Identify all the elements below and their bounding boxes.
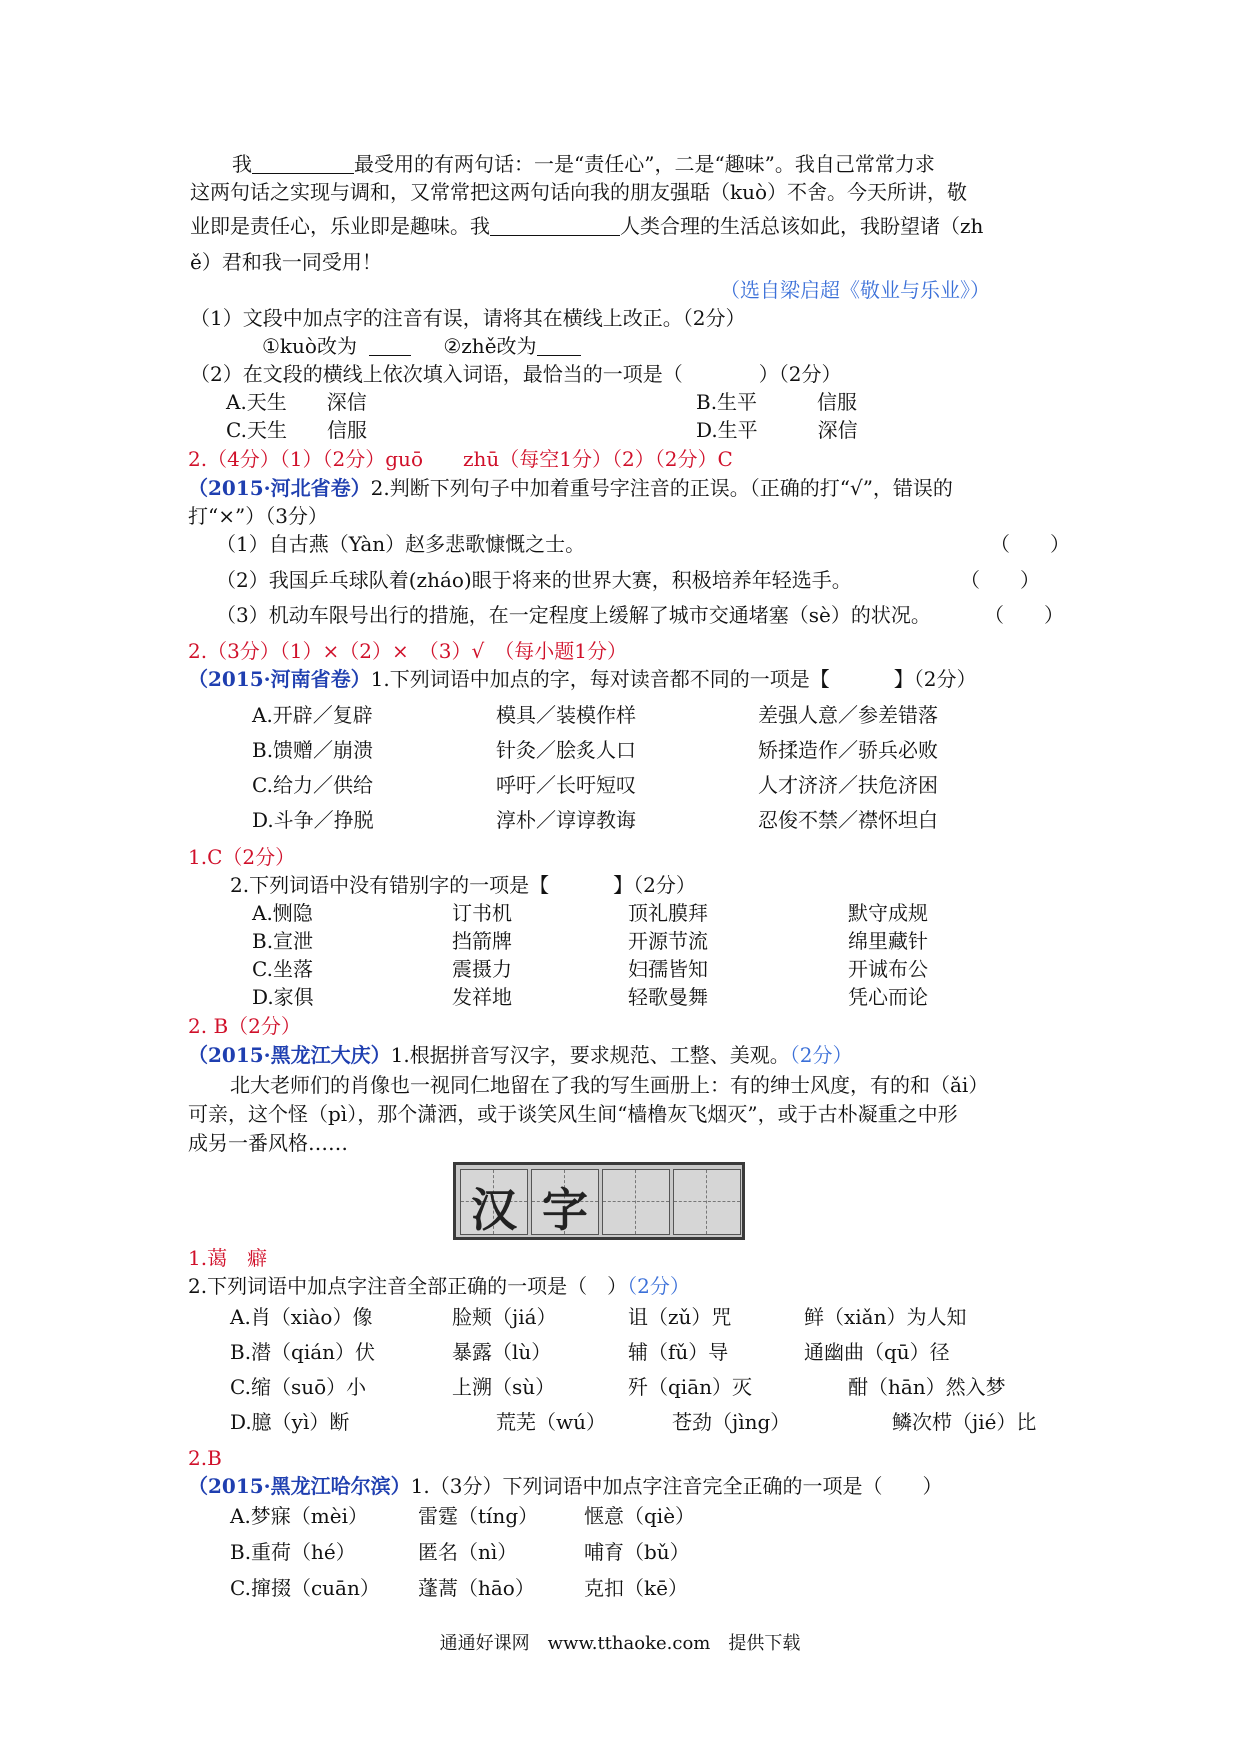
daqing-question-stem (188, 1041, 852, 1069)
page-footer: 通通好课网 www.tthaoke.com 提供下载 (439, 1633, 801, 1654)
answer-blank (537, 335, 581, 356)
harbin-option-a-3: 惬意（qiè） (584, 1504, 696, 1528)
stem-text: 】（2分） (893, 667, 977, 691)
question-2-stem (190, 360, 841, 388)
henan-q2-b-1: B.宣泄 (252, 929, 314, 953)
henan-option-b-col1: B.馈赠／崩溃 (252, 738, 374, 762)
daqing-q2-a-1: A.肖（xiào）像 (230, 1305, 373, 1329)
daqing-q2-d-2: 荒芜（wú） (496, 1410, 606, 1434)
answer-key: 2.B (188, 1446, 222, 1470)
harbin-question-stem (188, 1472, 942, 1500)
daqing-q2-b-4: 通幽曲（qū）径 (804, 1340, 950, 1364)
daqing-question-2-stem (188, 1272, 690, 1300)
daqing-q2-b-3: 辅（fǔ）导 (628, 1340, 729, 1364)
henan-question-stem (188, 665, 976, 693)
grid-cell (602, 1169, 670, 1235)
stem-text: 1.下列词语中加点的字，每对读音都不同的一项是【 (370, 667, 830, 691)
hebei-question-stem (188, 474, 953, 502)
answer-paren: （ ） (960, 568, 1040, 592)
answer-key: 2.（4分）（1）（2分）guō zhū（每空1分）（2）（2分）C (188, 447, 733, 471)
answer-blank (369, 335, 411, 356)
daqing-q2-d-3: 苍劲（jìng） (672, 1410, 791, 1434)
daqing-q2-a-2: 脸颊（jiá） (452, 1305, 557, 1329)
daqing-q2-a-3: 诅（zǔ）咒 (628, 1305, 732, 1329)
henan-q2-c-3: 妇孺皆知 (628, 957, 708, 981)
exam-source-tag: （2015·黑龙江哈尔滨） (188, 1474, 411, 1498)
harbin-option-b-3: 哺育（bǔ） (584, 1540, 690, 1564)
answer-key: 2. B（2分） (188, 1014, 301, 1038)
henan-q2-a-3: 顶礼膜拜 (628, 901, 708, 925)
henan-q2-c-2: 震摄力 (452, 957, 512, 981)
stem-text: ）（2分） (758, 362, 842, 386)
stem-text: 】（2分） (613, 873, 696, 897)
henan-q2-c-4: 开诚布公 (848, 957, 928, 981)
stem-text: 1.（3分）下列词语中加点字注音完全正确的一项是（ ） (410, 1474, 943, 1498)
daqing-q2-b-1: B.潜（qián）伏 (230, 1340, 376, 1364)
stem-text: 2.下列词语中没有错别字的一项是【 (230, 873, 550, 897)
grid-cell (460, 1169, 528, 1235)
daqing-q2-c-3: 歼（qiān）灭 (628, 1375, 753, 1399)
stem-text: 1.根据拼音写汉字，要求规范、工整、美观。 (390, 1043, 790, 1067)
exam-source-tag: （2015·河南省卷） (188, 667, 371, 691)
grid-cell (673, 1169, 741, 1235)
hanzi-writing-grid (453, 1162, 745, 1240)
answer-paren: （ ） (984, 603, 1064, 627)
answer-key: 1.蔼 癖 (188, 1246, 268, 1270)
daqing-q2-c-2: 上溯（sù） (452, 1375, 556, 1399)
henan-option-a-col2: 模具／装模作样 (496, 703, 636, 727)
henan-q2-b-4: 绵里藏针 (848, 929, 928, 953)
grid-character: 汉 (471, 1183, 517, 1237)
score-text: （2分） (627, 1274, 690, 1298)
daqing-q2-a-4: 鲜（xiǎn）为人知 (804, 1305, 967, 1329)
hebei-question-stem-2: 打“×”）（3分） (188, 504, 328, 528)
henan-option-a-col3: 差强人意／参差错落 (758, 703, 938, 727)
harbin-option-c-3: 克扣（kē） (584, 1576, 688, 1600)
henan-question-2-stem (230, 871, 696, 899)
henan-option-a-col1: A.开辟／复辟 (252, 703, 373, 727)
exam-source-tag: （2015·河北省卷） (188, 476, 371, 500)
harbin-option-b-2: 匿名（nì） (418, 1540, 518, 1564)
henan-q2-d-2: 发祥地 (452, 985, 512, 1009)
henan-q2-b-3: 开源节流 (628, 929, 708, 953)
question-1-answers (262, 332, 581, 360)
henan-q2-a-1: A.恻隐 (252, 901, 313, 925)
hebei-sentence-2: （2）我国乒乓球队着(zháo)眼于将来的世界大赛，积极培养年轻选手。 (216, 568, 852, 592)
passage-line-1 (232, 150, 935, 178)
passage-line-3 (190, 212, 983, 240)
henan-option-d-col1: D.斗争／挣脱 (252, 808, 374, 832)
henan-q2-c-1: C.坐落 (252, 957, 313, 981)
harbin-option-c-1: C.撺掇（cuān） (230, 1576, 380, 1600)
stem-text: 2.下列词语中加点字注音全部正确的一项是（ ） (188, 1274, 628, 1298)
grid-cell (531, 1169, 599, 1235)
answer-label: ②zhě改为 (443, 334, 537, 358)
option-c: C.天生 信服 (226, 418, 367, 442)
daqing-passage-2: 可亲，这个怪（pì），那个潇洒，或于谈笑风生间“樯橹灰飞烟灭”，或于古朴凝重之中形 (188, 1102, 958, 1126)
henan-option-d-col2: 淳朴／谆谆教诲 (496, 808, 636, 832)
henan-option-c-col3: 人才济济／扶危济困 (758, 773, 938, 797)
passage-line-4: ě）君和我一同受用！ (190, 250, 382, 274)
henan-option-b-col2: 针灸／脍炙人口 (496, 738, 636, 762)
answer-label: ①kuò改为 (262, 334, 357, 358)
stem-text: （2）在文段的横线上依次填入词语，最恰当的一项是（ (190, 362, 683, 386)
daqing-passage-1: 北大老师们的肖像也一视同仁地留在了我的写生画册上：有的绅士风度，有的和（ǎi） (230, 1073, 989, 1097)
daqing-q2-b-2: 暴露（lù） (452, 1340, 552, 1364)
harbin-option-a-1: A.梦寐（mèi） (230, 1504, 368, 1528)
passage-source: （选自梁启超《敬业与乐业》） (720, 278, 990, 302)
passage-text: 我 (232, 152, 252, 176)
passage-text: 业即是责任心，乐业即是趣味。我 (190, 214, 490, 238)
passage-text: 人类合理的生活总该如此，我盼望诸（zh (620, 214, 984, 238)
option-d: D.生平 深信 (696, 418, 858, 442)
daqing-q2-c-1: C.缩（suō）小 (230, 1375, 367, 1399)
grid-character: 字 (542, 1183, 588, 1237)
henan-option-d-col3: 忍俊不禁／襟怀坦白 (758, 808, 938, 832)
henan-q2-b-2: 挡箭牌 (452, 929, 512, 953)
answer-key: 2.（3分）（1）×（2）× （3）√ （每小题1分） (188, 639, 627, 663)
answer-blank (252, 153, 354, 174)
henan-q2-d-4: 凭心而论 (848, 985, 928, 1009)
daqing-q2-c-4: 酣（hān）然入梦 (848, 1375, 1006, 1399)
score-text: （2分） (789, 1043, 853, 1067)
answer-paren: （ ） (990, 532, 1070, 556)
hebei-sentence-1: （1）自古燕（Yàn）赵多悲歌慷慨之士。 (216, 532, 586, 556)
henan-q2-d-1: D.家俱 (252, 985, 314, 1009)
answer-key: 1.C（2分） (188, 845, 296, 869)
stem-text: 2.判断下列句子中加着重号字注音的正误。（正确的打“√”，错误的 (370, 476, 953, 500)
daqing-passage-3: 成另一番风格…… (188, 1131, 348, 1155)
option-a: A.天生 深信 (226, 390, 367, 414)
hebei-sentence-3: （3）机动车限号出行的措施，在一定程度上缓解了城市交通堵塞（sè）的状况。 (216, 603, 931, 627)
question-1-stem: （1）文段中加点字的注音有误，请将其在横线上改正。（2分） (190, 306, 746, 330)
harbin-option-a-2: 雷霆（tíng） (418, 1504, 539, 1528)
passage-line-2: 这两句话之实现与调和，又常常把这两句话向我的朋友强聒（kuò）不舍。今天所讲，敬 (190, 180, 968, 204)
option-b: B.生平 信服 (696, 390, 858, 414)
henan-option-c-col1: C.给力／供给 (252, 773, 373, 797)
henan-option-c-col2: 呼吁／长吁短叹 (496, 773, 636, 797)
exam-source-tag: （2015·黑龙江大庆） (188, 1043, 391, 1067)
henan-q2-a-2: 订书机 (452, 901, 512, 925)
harbin-option-b-1: B.重荷（hé） (230, 1540, 356, 1564)
henan-q2-d-3: 轻歌曼舞 (628, 985, 708, 1009)
daqing-q2-d-1: D.臆（yì）断 (230, 1410, 350, 1434)
harbin-option-c-2: 蓬蒿（hāo） (418, 1576, 535, 1600)
answer-blank (490, 215, 620, 236)
passage-text: 最受用的有两句话：一是“责任心”，二是“趣味”。我自己常常力求 (354, 152, 935, 176)
henan-q2-a-4: 默守成规 (848, 901, 928, 925)
daqing-q2-d-4: 鳞次栉（jié）比 (892, 1410, 1037, 1434)
henan-option-b-col3: 矫揉造作／骄兵必败 (758, 738, 938, 762)
